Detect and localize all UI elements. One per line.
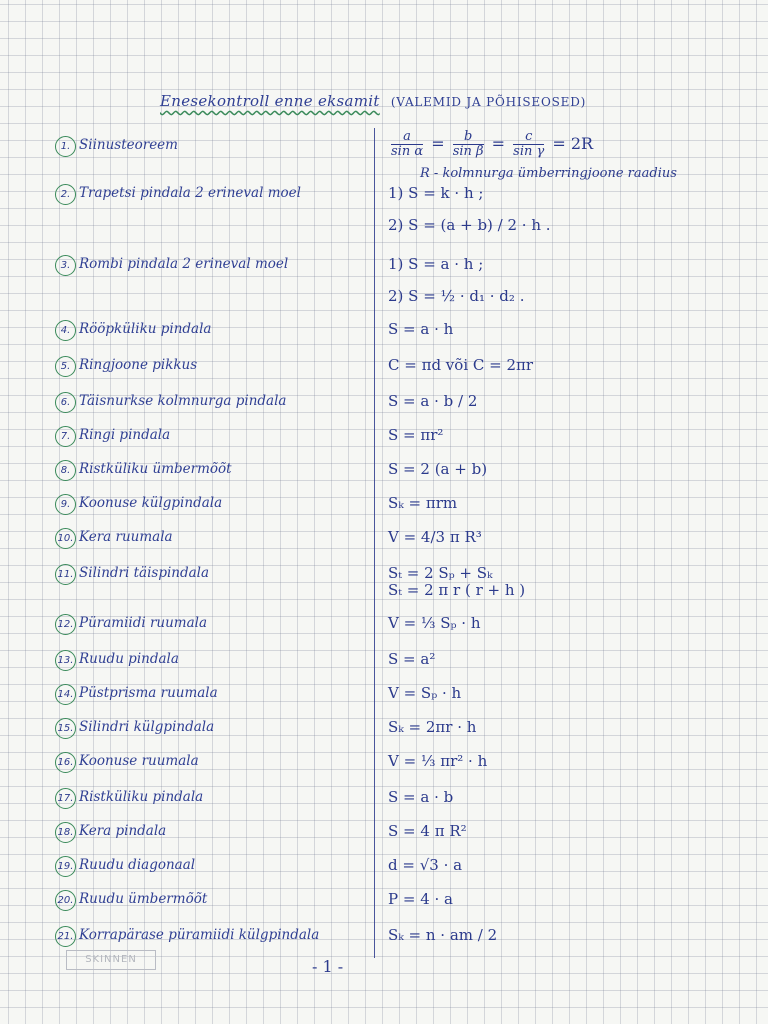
item-answer: S = πr² — [388, 426, 444, 444]
frac-c-sin-gamma: $\frac{c}{\text{sin γ}}$ — [513, 129, 545, 159]
list-item — [0, 788, 768, 818]
item-number: 18. — [55, 822, 76, 843]
item-number: 11. — [55, 564, 76, 585]
item-number: 21. — [55, 926, 76, 947]
list-item — [0, 460, 768, 490]
list-item — [0, 136, 768, 166]
item-question: Koonuse külgpindala — [79, 495, 223, 511]
item-number: 16. — [55, 752, 76, 773]
item-number: 19. — [55, 856, 76, 877]
item-question: Ruudu ümbermõõt — [79, 891, 208, 907]
item-question: Täisnurkse kolmnurga pindala — [79, 393, 287, 409]
sine-law-result: = 2R — [552, 134, 594, 153]
list-item — [0, 718, 768, 748]
sine-law-formula: $\frac{a}{\text{sin α}}$ = $\frac{b}{\text{sin β}}$ = $\frac{c}{\text{sin γ}}$ = 2R — [391, 129, 594, 159]
item-number: 2. — [55, 184, 76, 205]
item-answer: P = 4 · a — [388, 890, 453, 908]
list-item — [0, 528, 768, 558]
item-answer: S = a · b — [388, 788, 454, 806]
item-answer: C = πd või C = 2πr — [388, 356, 534, 374]
title-subtitle: (VALEMID JA PÕHISEOSED) — [390, 95, 587, 109]
list-item — [0, 255, 768, 305]
item-number: 10. — [55, 528, 76, 549]
item-question: Kera ruumala — [79, 529, 173, 545]
notebook-stamp: SKINNEN — [66, 950, 156, 970]
item-number: 14. — [55, 684, 76, 705]
item-question: Kera pindala — [79, 823, 167, 839]
item-question: Ristküliku pindala — [79, 789, 204, 805]
item-question: Silindri täispindala — [79, 565, 210, 581]
sine-law-note: R - kolmnurga ümberringjoone raadius — [420, 166, 677, 181]
item-answer: S = a² — [388, 650, 436, 668]
item-number: 5. — [55, 356, 76, 377]
item-answer: S = a · h — [388, 320, 454, 338]
item-question: Ringi pindala — [79, 427, 171, 443]
item-question: Püstprisma ruumala — [79, 685, 218, 701]
list-item — [0, 494, 768, 524]
list-item — [0, 356, 768, 386]
frac-a-sin-alpha: $\frac{a}{\text{sin α}}$ — [391, 129, 424, 159]
item-answer: Sₖ = πrm — [388, 494, 458, 512]
page-number: - 1 - — [312, 957, 344, 976]
item-answer: Sₖ = 2πr · h — [388, 718, 477, 736]
item-answer: 1) S = a · h ; — [388, 255, 484, 273]
item-answer: V = Sₚ · h — [388, 684, 462, 702]
item-question: Rombi pindala 2 erineval moel — [79, 256, 289, 272]
item-answer: Sₜ = 2 Sₚ + Sₖ — [388, 564, 493, 582]
list-item — [0, 752, 768, 782]
item-answer-2: Sₜ = 2 π r ( r + h ) — [388, 581, 526, 599]
list-item — [0, 856, 768, 886]
item-answer: d = √3 · a — [388, 856, 463, 874]
list-item — [0, 392, 768, 422]
item-question: Koonuse ruumala — [79, 753, 199, 769]
item-number: 8. — [55, 460, 76, 481]
item-question: Püramiidi ruumala — [79, 615, 208, 631]
list-item — [0, 890, 768, 920]
item-number: 20. — [55, 890, 76, 911]
item-number: 15. — [55, 718, 76, 739]
item-number: 6. — [55, 392, 76, 413]
list-item — [0, 320, 768, 350]
item-answer: S = 2 (a + b) — [388, 460, 488, 478]
item-question: Ruudu diagonaal — [79, 857, 196, 873]
item-number: 1. — [55, 136, 76, 157]
list-item — [0, 184, 768, 234]
item-number: 13. — [55, 650, 76, 671]
item-answer: V = ⅓ Sₚ · h — [388, 614, 481, 632]
page-title — [160, 92, 620, 110]
item-number: 17. — [55, 788, 76, 809]
item-question: Silindri külgpindala — [79, 719, 215, 735]
item-number: 12. — [55, 614, 76, 635]
item-answer: S = 4 π R² — [388, 822, 467, 840]
item-question: Ruudu pindala — [79, 651, 179, 667]
item-answer: Sₖ = n · am / 2 — [388, 926, 498, 944]
item-question: Ristküliku ümbermõõt — [79, 461, 232, 477]
item-answer: 1) S = k · h ; — [388, 184, 484, 202]
item-number: 9. — [55, 494, 76, 515]
item-question: Ringjoone pikkus — [79, 357, 198, 373]
item-answer-2: 2) S = (a + b) / 2 · h . — [388, 216, 551, 234]
list-item — [0, 426, 768, 456]
item-question: Trapetsi pindala 2 erineval moel — [79, 185, 301, 201]
title-main: Enesekontroll enne eksamit — [160, 92, 380, 110]
item-question: Korrapärase püramiidi külgpindala — [79, 927, 320, 943]
item-question: Siinusteoreem — [79, 137, 178, 153]
item-question: Rööpküliku pindala — [79, 321, 212, 337]
item-answer: V = ⅓ πr² · h — [388, 752, 488, 770]
item-answer: S = a · b / 2 — [388, 392, 478, 410]
list-item — [0, 684, 768, 714]
item-number: 7. — [55, 426, 76, 447]
item-number: 4. — [55, 320, 76, 341]
frac-b-sin-beta: $\frac{b}{\text{sin β}}$ — [452, 129, 484, 159]
list-item — [0, 650, 768, 680]
list-item — [0, 614, 768, 644]
item-number: 3. — [55, 255, 76, 276]
item-answer-2: 2) S = ½ · d₁ · d₂ . — [388, 287, 525, 305]
list-item — [0, 822, 768, 852]
list-item — [0, 564, 768, 599]
item-answer: V = 4/3 π R³ — [388, 528, 482, 546]
